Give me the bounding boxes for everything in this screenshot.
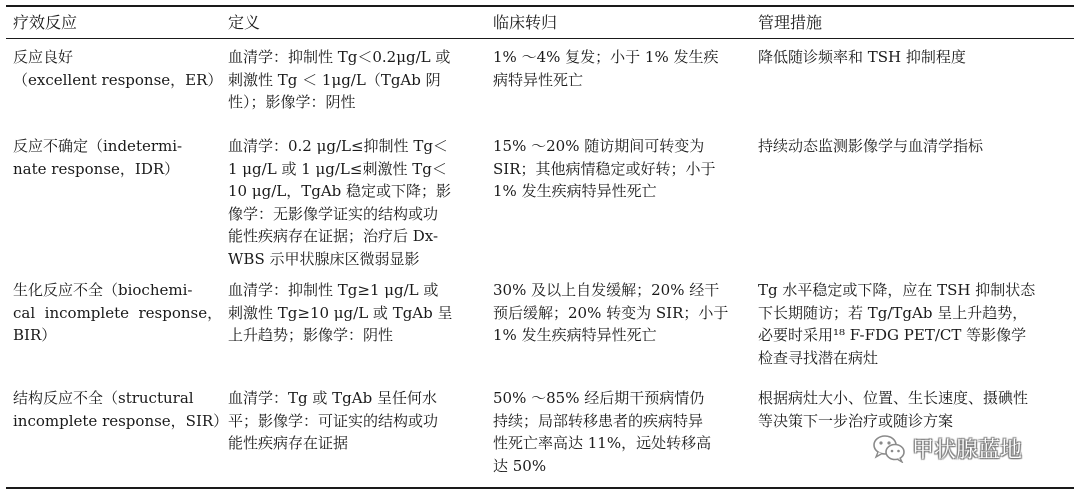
wechat-icon xyxy=(872,433,906,463)
cell-definition-bir: 血清学：抑制性 Tg≥1 μg/L 或 刺激性 Tg≥10 μg/L 或 TgAb 呈 上升趋势；影像学：阴性 xyxy=(228,281,453,344)
table-bottom-rule xyxy=(6,487,1074,489)
cell-definition-idr: 血清学：0.2 μg/L≤抑制性 Tg＜ 1 μg/L 或 1 μg/L≤刺激性 Tg＜ 10 μg/L，TgAb 稳定或下降；影 像学：无影像学证实的结构或功 能性疾病存在证据；治疗后 Dx- WBS 示甲状腺床区微弱显影 xyxy=(228,137,452,268)
cell-response-sir: 结构反应不全（structural incomplete response，SIR） xyxy=(13,389,229,430)
cell-outcome-sir: 50% ～85% 经后期干预病情仍 持续；局部转移患者的疾病特异 性死亡率高达 11%，远处转移高 达 50% xyxy=(493,389,712,475)
cell-management-idr: 持续动态监测影像学与血清学指标 xyxy=(758,137,984,155)
header-outcome: 临床转归 xyxy=(493,13,558,32)
table-top-rule xyxy=(6,5,1074,7)
cell-outcome-er: 1% ～4% 复发；小于 1% 发生疾 病特异性死亡 xyxy=(493,48,719,89)
header-response: 疗效反应 xyxy=(13,13,78,32)
header-management: 管理措施 xyxy=(758,13,823,32)
cell-outcome-bir: 30% 及以上自发缓解；20% 经干 预后缓解；20% 转变为 SIR；小于 1% 发生疾病特异性死亡 xyxy=(493,281,729,344)
cell-management-er: 降低随诊频率和 TSH 抑制程度 xyxy=(758,48,966,66)
cell-management-bir: Tg 水平稳定或下降，应在 TSH 抑制状态 下长期随访；若 Tg/TgAb 呈上升趋势， 必要时采用¹⁸ F-FDG PET/CT 等影像学 检查寻找潜在病灶 xyxy=(758,281,1036,367)
table-header-rule xyxy=(6,38,1074,39)
cell-management-sir: 根据病灶大小、位置、生长速度、摄碘性 等决策下一步治疗或随诊方案 xyxy=(758,389,1029,430)
cell-definition-sir: 血清学：Tg 或 TgAb 呈任何水 平；影像学：可证实的结构或功 能性疾病存在证据 xyxy=(228,389,439,452)
watermark-text: 甲状腺蓝地 xyxy=(912,437,1023,463)
watermark xyxy=(872,431,1022,465)
header-definition: 定义 xyxy=(228,13,261,32)
cell-response-bir: 生化反应不全（biochemi- cal incomplete response， BIR） xyxy=(13,281,223,344)
cell-definition-er: 血清学：抑制性 Tg＜0.2μg/L 或 刺激性 Tg ＜ 1μg/L（TgAb 阴 性）；影像学：阴性 xyxy=(228,48,451,111)
cell-outcome-idr: 15% ～20% 随访期间可转变为 SIR；其他病情稳定或好转；小于 1% 发生疾病特异性死亡 xyxy=(493,137,716,200)
cell-response-idr: 反应不确定（indetermi- nate response，IDR） xyxy=(13,137,183,178)
cell-response-er: 反应良好 （excellent response，ER） xyxy=(13,48,223,89)
